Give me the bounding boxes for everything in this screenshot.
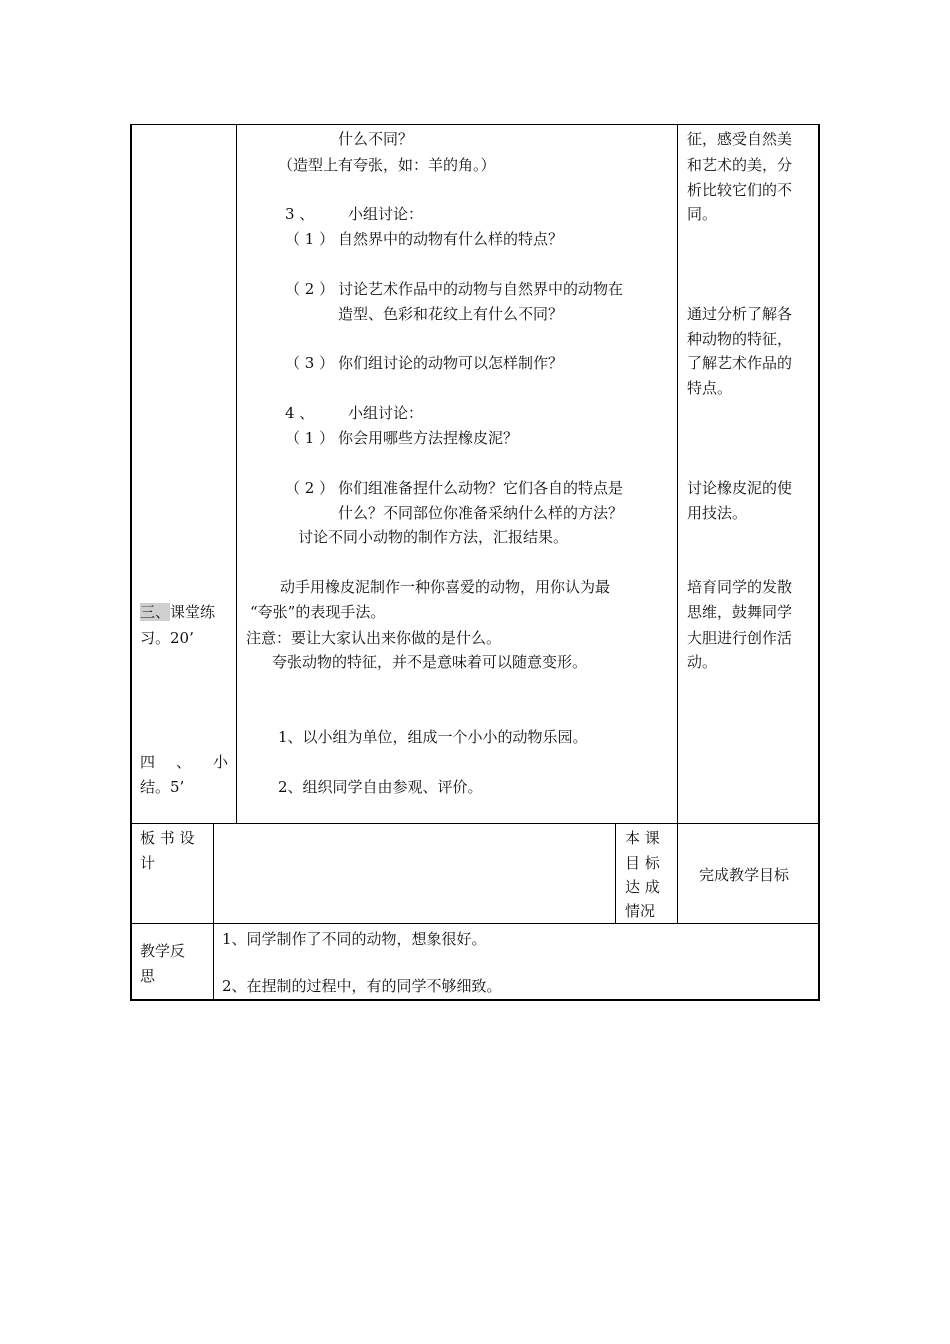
table-border-right bbox=[818, 124, 820, 1000]
content-line: 讨论艺术作品中的动物与自然界中的动物在 bbox=[338, 280, 624, 298]
board-label: 板 书 设 bbox=[140, 829, 195, 847]
table-border-top bbox=[130, 124, 820, 125]
stage-practice-title: 课堂练 bbox=[170, 603, 216, 621]
intent-line: 种动物的特征， bbox=[687, 330, 793, 348]
intent-line: 特点。 bbox=[687, 379, 733, 397]
col-divider-goal-label bbox=[615, 823, 616, 923]
col-divider-board-label bbox=[213, 823, 214, 1000]
goal-label: 情况 bbox=[625, 902, 656, 920]
stage-summary-title: 小 bbox=[213, 753, 229, 771]
col-divider-goal-value bbox=[677, 823, 678, 923]
content-line: 造型、色彩和花纹上有什么不同？ bbox=[338, 305, 564, 323]
stage-practice-number: 三、 bbox=[140, 603, 171, 621]
content-line: 讨论不同小动物的制作方法，汇报结果。 bbox=[298, 528, 569, 546]
content-line: “夸张”的表现手法。 bbox=[250, 603, 386, 621]
stage-summary-sep: 、 bbox=[176, 753, 192, 771]
goal-value: 完成教学目标 bbox=[699, 866, 790, 884]
row-divider-2 bbox=[130, 923, 820, 924]
stage-practice-label bbox=[140, 602, 215, 622]
col-divider-intent bbox=[677, 124, 678, 823]
reflection-item: 1、同学制作了不同的动物，想象很好。 bbox=[222, 930, 487, 948]
goal-label: 达 成 bbox=[625, 878, 660, 896]
content-item-number: （ 2 ） bbox=[285, 280, 335, 298]
content-line: 自然界中的动物有什么样的特点？ bbox=[338, 230, 564, 248]
content-line: 1、以小组为单位，组成一个小小的动物乐园。 bbox=[278, 728, 588, 746]
content-step-number: 4 、 bbox=[285, 404, 315, 422]
col-divider-stage bbox=[236, 124, 237, 823]
content-step-number: 3 、 bbox=[285, 205, 315, 223]
content-line: 动手用橡皮泥制作一种你喜爱的动物，用你认为最 bbox=[280, 578, 611, 596]
content-item-number: （ 2 ） bbox=[285, 479, 335, 497]
intent-line: 动。 bbox=[687, 653, 718, 671]
intent-line: 同。 bbox=[687, 205, 718, 223]
goal-label: 本 课 bbox=[625, 829, 660, 847]
content-item-number: （ 1 ） bbox=[285, 230, 335, 248]
content-line: 你们组准备捏什么动物？它们各自的特点是 bbox=[338, 479, 624, 497]
intent-line: 讨论橡皮泥的使 bbox=[687, 479, 793, 497]
content-item-number: （ 1 ） bbox=[285, 429, 335, 447]
table-border-left bbox=[130, 124, 132, 1000]
intent-line: 析比较它们的不 bbox=[687, 181, 793, 199]
board-label: 计 bbox=[140, 854, 156, 872]
stage-summary-time: 结。5’ bbox=[140, 778, 185, 796]
intent-line: 用技法。 bbox=[687, 504, 748, 522]
content-line: 你们组讨论的动物可以怎样制作？ bbox=[338, 354, 564, 372]
stage-practice-time: 习。20’ bbox=[140, 629, 194, 647]
goal-label: 目 标 bbox=[625, 854, 660, 872]
content-item-number: （ 3 ） bbox=[285, 354, 335, 372]
intent-line: 通过分析了解各 bbox=[687, 305, 793, 323]
content-line: 什么不同？ bbox=[338, 130, 414, 148]
row-divider-1 bbox=[130, 823, 820, 824]
intent-line: 思维，鼓舞同学 bbox=[687, 603, 793, 621]
intent-line: 和艺术的美，分 bbox=[687, 156, 793, 174]
content-line: 注意：要让大家认出来你做的是什么。 bbox=[246, 629, 502, 647]
content-line: 2、组织同学自由参观、评价。 bbox=[278, 778, 483, 796]
reflection-label: 教学反 bbox=[140, 942, 186, 960]
content-step-title: 小组讨论： bbox=[348, 205, 424, 223]
stage-summary-number: 四 bbox=[140, 753, 156, 771]
intent-line: 征，感受自然美 bbox=[687, 130, 793, 148]
content-line: （造型上有夸张，如：羊的角。） bbox=[278, 156, 496, 174]
table-border-bottom bbox=[130, 999, 820, 1001]
intent-line: 培育同学的发散 bbox=[687, 578, 793, 596]
reflection-item: 2、在捏制的过程中，有的同学不够细致。 bbox=[222, 977, 502, 995]
content-line: 你会用哪些方法捏橡皮泥？ bbox=[338, 429, 519, 447]
intent-line: 大胆进行创作活 bbox=[687, 629, 793, 647]
content-line: 什么？不同部位你准备采纳什么样的方法？ bbox=[338, 504, 624, 522]
intent-line: 了解艺术作品的 bbox=[687, 354, 793, 372]
content-line: 夸张动物的特征，并不是意味着可以随意变形。 bbox=[272, 653, 588, 671]
reflection-label: 思 bbox=[140, 967, 156, 985]
content-step-title: 小组讨论： bbox=[348, 404, 424, 422]
